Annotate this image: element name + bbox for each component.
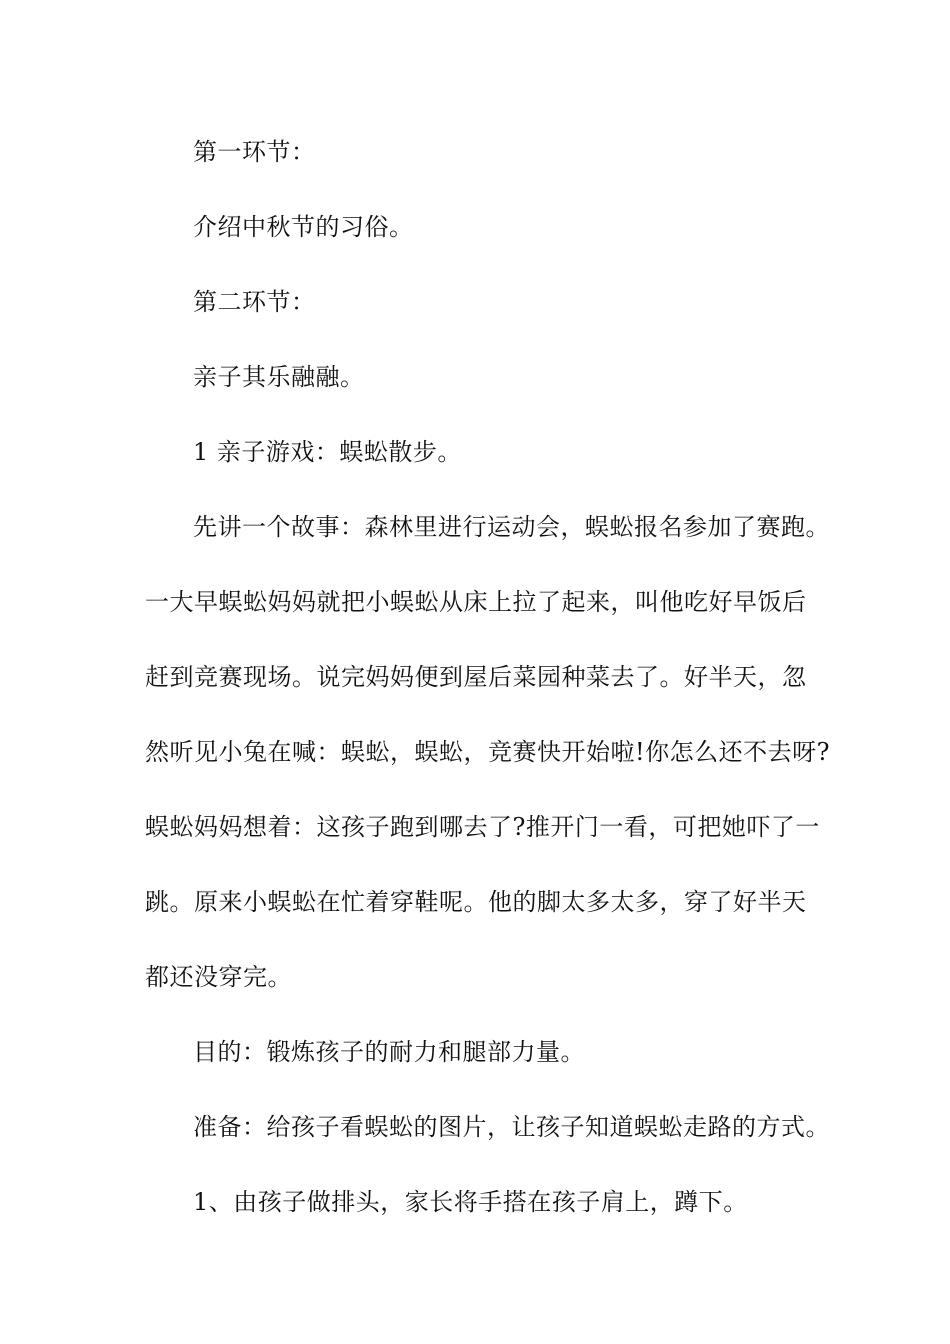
story-line-3: 赶到竞赛现场。说完妈妈便到屋后菜园种菜去了。好半天，忽	[145, 663, 807, 691]
game-title: 1 亲子游戏：蜈蚣散步。	[193, 438, 462, 466]
purpose-line: 目的：锻炼孩子的耐力和腿部力量。	[193, 1038, 585, 1066]
story-line-1: 先讲一个故事：森林里进行运动会，蜈蚣报名参加了赛跑。	[193, 513, 830, 541]
story-line-7: 都还没穿完。	[145, 963, 292, 991]
preparation-line: 准备：给孩子看蜈蚣的图片，让孩子知道蜈蚣走路的方式。	[193, 1113, 830, 1141]
section-heading-2: 第二环节：	[193, 288, 316, 316]
section-heading-1: 第一环节：	[193, 138, 316, 166]
story-line-4: 然听见小兔在喊：蜈蚣，蜈蚣，竞赛快开始啦!你怎么还不去呀?	[145, 738, 831, 766]
story-line-2: 一大早蜈蚣妈妈就把小蜈蚣从床上拉了起来，叫他吃好早饭后	[145, 588, 807, 616]
paragraph-customs: 介绍中秋节的习俗。	[193, 213, 414, 241]
story-line-6: 跳。原来小蜈蚣在忙着穿鞋呢。他的脚太多太多，穿了好半天	[145, 888, 807, 916]
step-1-line: 1、由孩子做排头，家长将手搭在孩子肩上，蹲下。	[193, 1188, 748, 1216]
story-line-5: 蜈蚣妈妈想着：这孩子跑到哪去了?推开门一看，可把她吓了一	[145, 813, 820, 841]
paragraph-parent-child: 亲子其乐融融。	[193, 363, 365, 391]
